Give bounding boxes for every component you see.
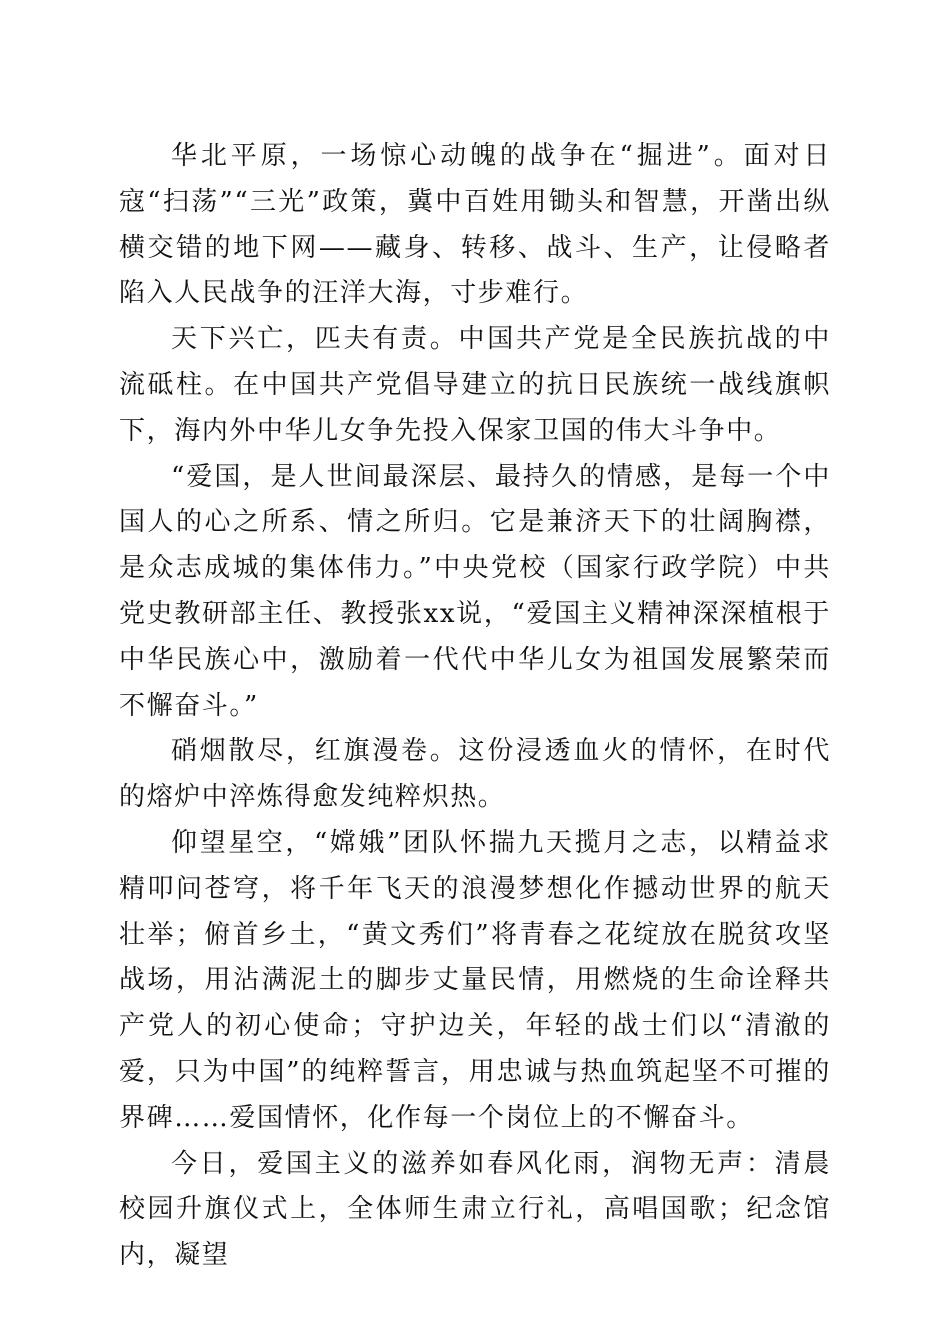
paragraph-1: 华北平原，一场惊心动魄的战争在“掘进”。面对日寇“扫荡”“三光”政策，冀中百姓用锄头和智慧，开凿出纵横交错的地下网——藏身、转移、战斗、生产，让侵略者陷入人民战争的汪洋大海，寸步难行。 [119, 141, 831, 309]
paragraph-3: “爱国，是人世间最深层、最持久的情感，是每一个中国人的心之所系、情之所归。它是兼济天下的壮阔胸襟，是众志成城的集体伟力。”中央党校（国家行政学院）中共党史教研部主任、教授张xx说，“爱国主义精神深深植根于中华民族心中，激励着一代代中华儿女为祖国发展繁荣而不懈奋斗。” [119, 461, 831, 721]
paragraph-6: 今日，爱国主义的滋养如春风化雨，润物无声：清晨校园升旗仪式上，全体师生肃立行礼，高唱国歌；纪念馆内，凝望 [119, 1148, 831, 1271]
paragraph-5: 仰望星空，“嫦娥”团队怀揣九天揽月之志，以精益求精叩问苍穹，将千年飞天的浪漫梦想化作撼动世界的航天壮举；俯首乡土，“黄文秀们”将青春之花绽放在脱贫攻坚战场，用沾满泥土的脚步丈量民情，用燃烧的生命诠释共产党人的初心使命；守护边关，年轻的战士们以“清澈的爱，只为中国”的纯粹誓言，用忠诚与热血筑起坚不可摧的界碑……爱国情怀，化作每一个岗位上的不懈奋斗。 [119, 827, 831, 1133]
paragraph-4: 硝烟散尽，红旗漫卷。这份浸透血火的情怀，在时代的熔炉中淬炼得愈发纯粹炽热。 [119, 736, 831, 813]
document-body [119, 134, 831, 1279]
paragraph-2: 天下兴亡，匹夫有责。中国共产党是全民族抗战的中流砥柱。在中国共产党倡导建立的抗日民族统一战线旗帜下，海内外中华儿女争先投入保家卫国的伟大斗争中。 [119, 324, 831, 446]
